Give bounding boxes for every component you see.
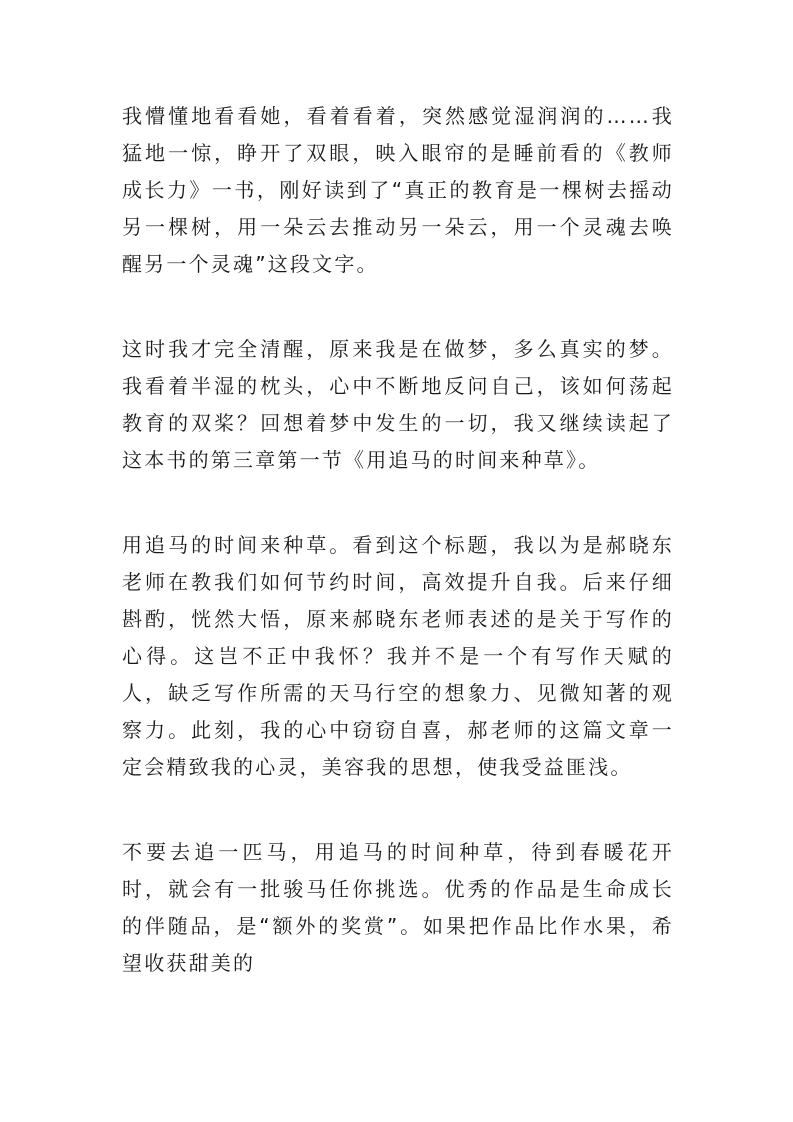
paragraph-1: 我懵懂地看看她，看着看着，突然感觉湿润润的……我猛地一惊，睁开了双眼，映入眼帘的是睡前看的《教师成长力》一书，刚好读到了“真正的教育是一棵树去摇动另一棵树，用一朵云去推动另一朵云，用一个灵魂去唤醒另一个灵魂”这段文字。 [122,104,674,276]
paragraph-4: 不要去追一匹马，用追马的时间种草，待到春暖花开时，就会有一批骏马任你挑选。优秀的作品是生命成长的伴随品，是“额外的奖赏”。如果把作品比作水果，希望收获甜美的 [122,840,674,975]
document-body [122,98,674,982]
paragraph-2: 这时我才完全清醒，原来我是在做梦，多么真实的梦。我看着半湿的枕头，心中不断地反问自己，该如何荡起教育的双桨？回想着梦中发生的一切，我又继续读起了这本书的第三章第一节《用追马的时间来种草》。 [122,337,674,472]
paragraph-3: 用追马的时间来种草。看到这个标题，我以为是郝晓东老师在教我们如何节约时间，高效提升自我。后来仔细斟酌，恍然大悟，原来郝晓东老师表述的是关于写作的心得。这岂不正中我怀？我并不是一个有写作天赋的人，缺乏写作所需的天马行空的想象力、见微知著的观察力。此刻，我的心中窃窃自喜，郝老师的这篇文章一定会精致我的心灵，美容我的思想，使我受益匪浅。 [122,533,674,779]
